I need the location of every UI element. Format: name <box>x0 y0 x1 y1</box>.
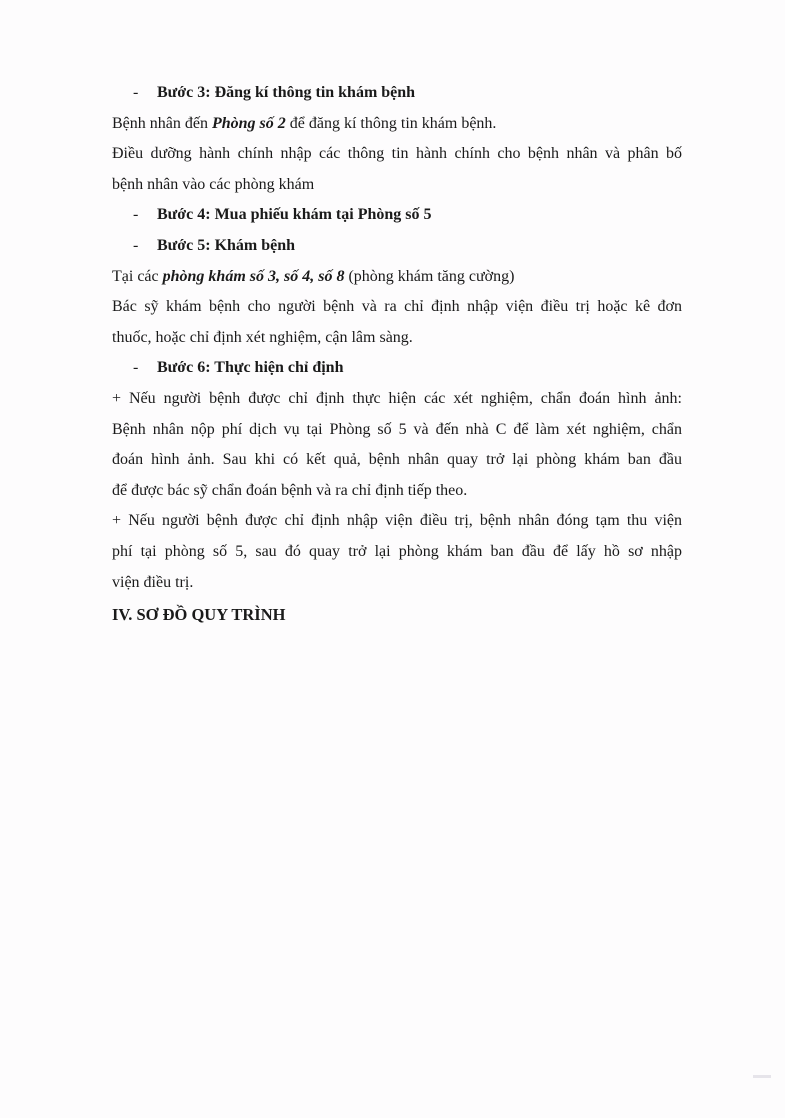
step-6-line-6: phí tại phòng số 5, sau đó quay trở lại phòng khám ban đầu để lấy hồ sơ nhập <box>112 542 682 560</box>
step-6-line-5: + Nếu người bệnh được chỉ định nhập viện điều trị, bệnh nhân đóng tạm thu viện <box>112 512 682 530</box>
step-4-heading <box>112 200 682 231</box>
step-6-line-7: viện điều trị. <box>112 573 194 591</box>
step-5-line-3: thuốc, hoặc chỉ định xét nghiệm, cận lâm sàng. <box>112 328 413 346</box>
step-3-title: Bước 3: Đăng kí thông tin khám bệnh <box>157 84 416 101</box>
room-2-emphasis: Phòng số 2 <box>211 114 286 132</box>
bullet-dash: - <box>133 359 139 377</box>
step-3-text: Bệnh nhân đến <box>112 114 212 132</box>
scan-mark <box>753 1075 771 1078</box>
step-5-text-end: (phòng khám tăng cường) <box>344 267 515 285</box>
step-3-line-3: bệnh nhân vào các phòng khám <box>112 175 315 193</box>
step-6-line-2: Bệnh nhân nộp phí dịch vụ tại Phòng số 5 và đến nhà C để làm xét nghiệm, chẩn <box>112 420 682 438</box>
bullet-dash: - <box>133 236 139 254</box>
clinic-rooms-emphasis: phòng khám số 3, số 4, số 8 <box>162 267 345 285</box>
step-6-line-4: để được bác sỹ chẩn đoán bệnh và ra chỉ định tiếp theo. <box>112 481 468 499</box>
step-6-heading <box>112 353 682 384</box>
step-5-line-1 <box>112 262 682 293</box>
bullet-dash: - <box>133 206 139 224</box>
step-6-line-1: + Nếu người bệnh được chỉ định thực hiện các xét nghiệm, chẩn đoán hình ảnh: <box>112 389 682 407</box>
step-6-line-3: đoán hình ảnh. Sau khi có kết quả, bệnh nhân quay trở lại phòng khám ban đầu <box>112 451 682 469</box>
step-5-line-2: Bác sỹ khám bệnh cho người bệnh và ra chỉ định nhập viện điều trị hoặc kê đơn <box>112 298 682 316</box>
document-body <box>112 78 682 631</box>
step-6-title: Bước 6: Thực hiện chỉ định <box>157 359 344 377</box>
step-3-line-1 <box>112 109 682 140</box>
bullet-dash: - <box>133 84 139 101</box>
step-3-text-end: để đăng kí thông tin khám bệnh. <box>285 114 497 132</box>
section-heading: IV. SƠ ĐỒ QUY TRÌNH <box>112 605 286 625</box>
step-3-line-2: Điều dưỡng hành chính nhập các thông tin hành chính cho bệnh nhân và phân bố <box>112 145 682 163</box>
step-3-heading <box>112 78 682 109</box>
step-4-title: Bước 4: Mua phiếu khám tại Phòng số 5 <box>157 206 432 224</box>
step-5-heading <box>112 231 682 262</box>
step-5-title: Bước 5: Khám bệnh <box>157 236 296 254</box>
step-5-text: Tại các <box>112 267 163 285</box>
